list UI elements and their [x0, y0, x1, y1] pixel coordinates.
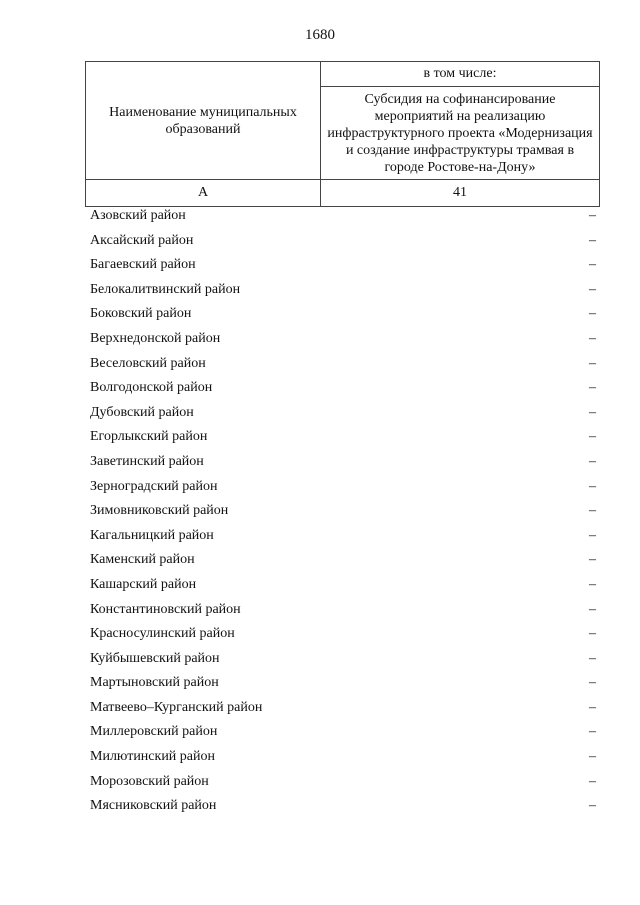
district-name: Егорлыкский район — [90, 429, 208, 445]
district-name: Заветинский район — [90, 453, 204, 469]
district-value: – — [589, 478, 596, 494]
district-value: – — [589, 257, 596, 273]
header-code-a: А — [86, 180, 321, 207]
district-name: Каменский район — [90, 552, 195, 568]
table-row — [90, 253, 596, 278]
table-row — [90, 401, 596, 426]
table-row — [90, 229, 596, 254]
table-row — [90, 450, 596, 475]
district-value: – — [589, 773, 596, 789]
district-name: Матвеево–Курганский район — [90, 699, 263, 715]
district-name: Миллеровский район — [90, 724, 218, 740]
table-row — [90, 548, 596, 573]
district-name: Красносулинский район — [90, 626, 235, 642]
district-value: – — [589, 380, 596, 396]
district-name: Зимовниковский район — [90, 503, 229, 519]
table-row — [90, 327, 596, 352]
header-subsidy: Субсидия на софинансирование мероприятий на реализацию инфраструктурного проекта «Модернизация и создание инфраструктуры трамвая в городе Ростове-на-Дону» — [321, 87, 600, 180]
district-value: – — [589, 503, 596, 519]
district-value: – — [589, 208, 596, 223]
table-row — [90, 770, 596, 795]
district-list — [90, 204, 596, 819]
table-row — [90, 794, 596, 819]
table-row — [90, 671, 596, 696]
table-header — [85, 61, 600, 207]
table-row — [90, 499, 596, 524]
district-name: Мясниковский район — [90, 798, 217, 814]
district-name: Аксайский район — [90, 232, 194, 248]
district-name: Мартыновский район — [90, 675, 219, 691]
district-value: – — [589, 330, 596, 346]
district-name: Кагальницкий район — [90, 527, 214, 543]
district-value: – — [589, 404, 596, 420]
district-value: – — [589, 355, 596, 371]
district-value: – — [589, 626, 596, 642]
district-name: Азовский район — [90, 208, 186, 223]
district-value: – — [589, 650, 596, 666]
district-value: – — [589, 429, 596, 445]
district-name: Белокалитвинский район — [90, 281, 241, 297]
district-value: – — [589, 601, 596, 617]
table-row — [90, 598, 596, 623]
table-row — [90, 302, 596, 327]
district-value: – — [589, 232, 596, 248]
table-row — [90, 745, 596, 770]
district-value: – — [589, 699, 596, 715]
table-row — [90, 696, 596, 721]
district-value: – — [589, 724, 596, 740]
district-name: Кашарский район — [90, 576, 197, 592]
district-name: Волгодонской район — [90, 380, 213, 396]
district-value: – — [589, 576, 596, 592]
district-value: – — [589, 749, 596, 765]
table-row — [90, 278, 596, 303]
district-value: – — [589, 552, 596, 568]
district-value: – — [589, 306, 596, 322]
district-name: Константиновский район — [90, 601, 241, 617]
district-value: – — [589, 527, 596, 543]
header-name-column: Наименование муниципальных образований — [86, 62, 321, 180]
district-value: – — [589, 798, 596, 814]
table-row — [90, 622, 596, 647]
table-row — [90, 573, 596, 598]
district-name: Зерноградский район — [90, 478, 218, 494]
district-value: – — [589, 281, 596, 297]
district-name: Боковский район — [90, 306, 192, 322]
page-number: 1680 — [305, 27, 335, 43]
district-value: – — [589, 675, 596, 691]
district-name: Дубовский район — [90, 404, 194, 420]
table-row — [90, 352, 596, 377]
table-row — [90, 524, 596, 549]
table-row — [90, 720, 596, 745]
table-row — [90, 425, 596, 450]
district-name: Милютинский район — [90, 749, 216, 765]
table-row — [90, 647, 596, 672]
header-code-41: 41 — [321, 180, 600, 207]
district-value: – — [589, 453, 596, 469]
header-including: в том числе: — [321, 62, 600, 87]
district-name: Веселовский район — [90, 355, 206, 371]
district-name: Куйбышевский район — [90, 650, 220, 666]
table-row — [90, 475, 596, 500]
district-name: Верхнедонской район — [90, 330, 221, 346]
table-row — [90, 204, 596, 229]
table-row — [90, 376, 596, 401]
district-name: Морозовский район — [90, 773, 209, 789]
district-name: Багаевский район — [90, 257, 196, 273]
